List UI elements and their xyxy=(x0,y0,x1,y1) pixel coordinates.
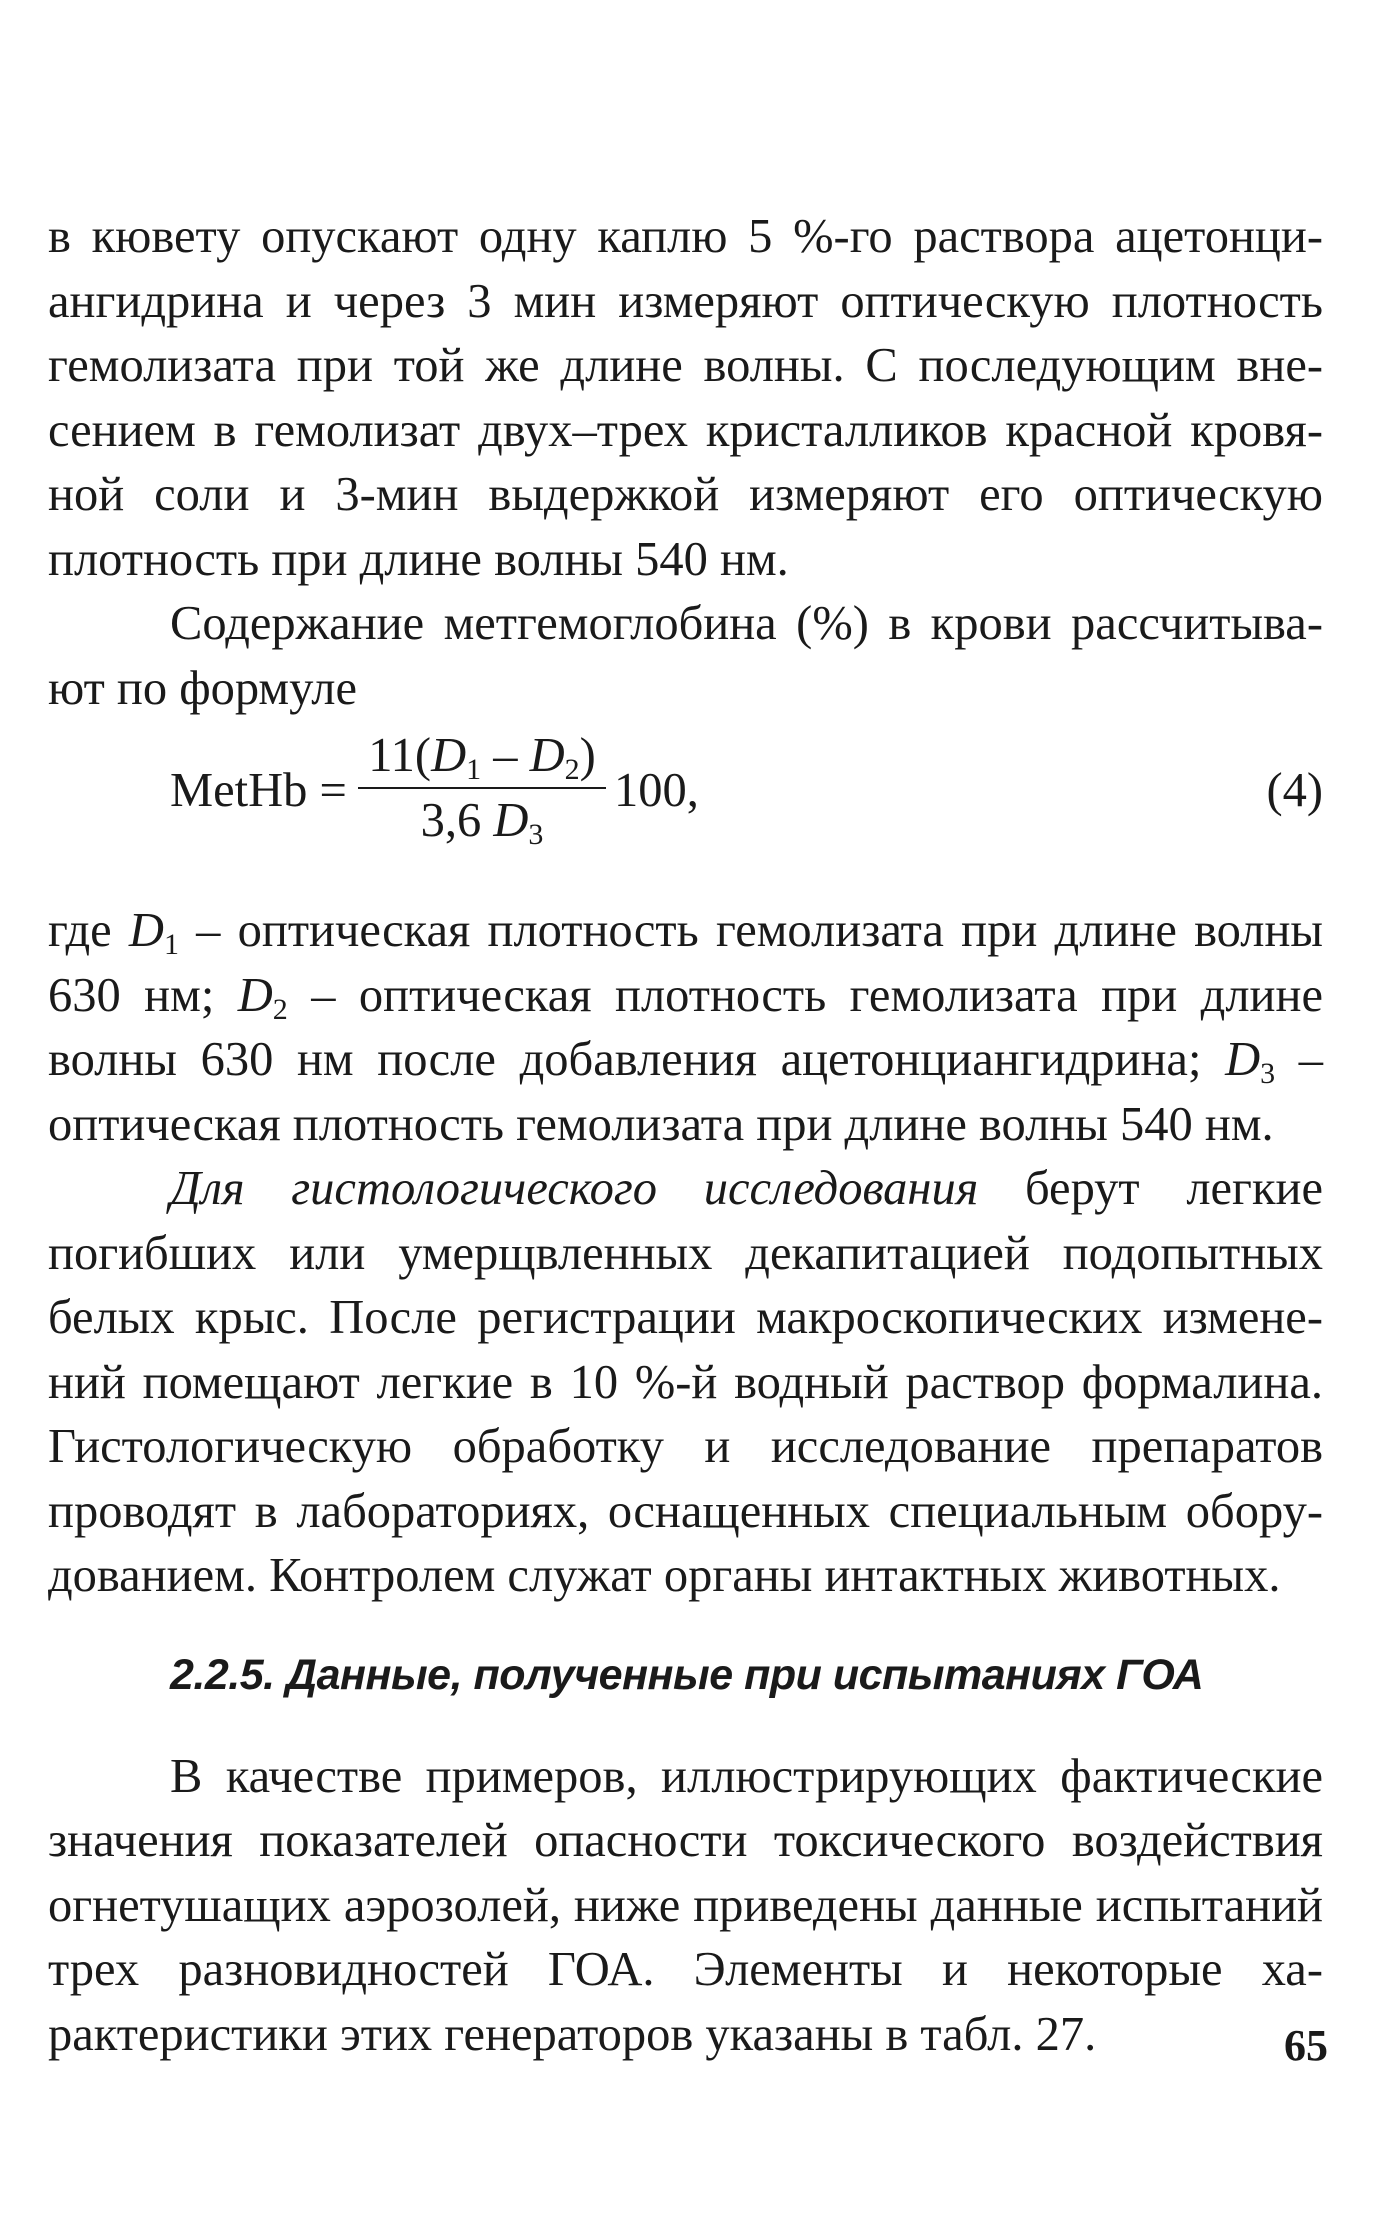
formula-lhs: MetHb = xyxy=(170,764,347,817)
section-heading: 2.2.5. Данные, полученные при испытаниях ГОА xyxy=(170,1650,1204,1699)
page-number: 65 xyxy=(1284,2021,1328,2070)
page-body xyxy=(48,205,1323,2067)
methb-formula xyxy=(48,727,1323,857)
formula-multiplier: 100, xyxy=(614,764,699,817)
paragraph-definitions: где $D_1$ – оптическая плотность гемолизата при длине волны 630 нм; $D_2$ – оптическая плотность гемолизата при длине волны 630 нм после добавления ацетонциангидрина; $D_3$ – оптическая плотность гемолизата при длине волны 540 нм. xyxy=(48,904,1324,1151)
formula-fraction xyxy=(354,727,610,853)
paragraph-formula-intro: Содержание метгемоглобина (%) в крови рассчитывают по формуле xyxy=(48,597,1323,715)
equation-number: (4) xyxy=(1266,764,1323,817)
paragraph-histology: Для гистологического исследования берут легкие погибших или умерщвленных декапитацией подопытных белых крыс. После регистрации макроскопических изменений помещают легкие в 10 %-й водный раствор формалина. Гистологическую обработку и исследование препаратов проводят в лабораториях, оснащенных специальным оборудованием. Контролем служат органы интактных животных. xyxy=(48,1162,1323,1602)
formula-numerator: $11(D_1 - D_2)$ xyxy=(368,729,596,786)
paragraph-continuation: в кювету опускают одну каплю 5 %-го раствора ацетонциангидрина и через 3 мин измеряют оптическую плотность гемолизата при той же длине волны. С последующим внесением в гемолизат двух–трех кристалликов красной кровяной соли и 3-мин выдержкой измеряют его оптическую плотность при длине волны 540 нм. xyxy=(48,210,1323,586)
histology-emphasis: Для гистологического исследования xyxy=(170,1162,979,1215)
paragraph-examples: В качестве примеров, иллюстрирующих фактические значения показателей опасности токсического воздействия огнетушащих аэрозолей, ниже приведены данные испытаний трех разновидностей ГОА. Элементы и некоторые характеристики этих генераторов указаны в табл. 27. xyxy=(48,1749,1323,2061)
formula-denominator: 3,6 $D_3$ xyxy=(420,794,544,851)
